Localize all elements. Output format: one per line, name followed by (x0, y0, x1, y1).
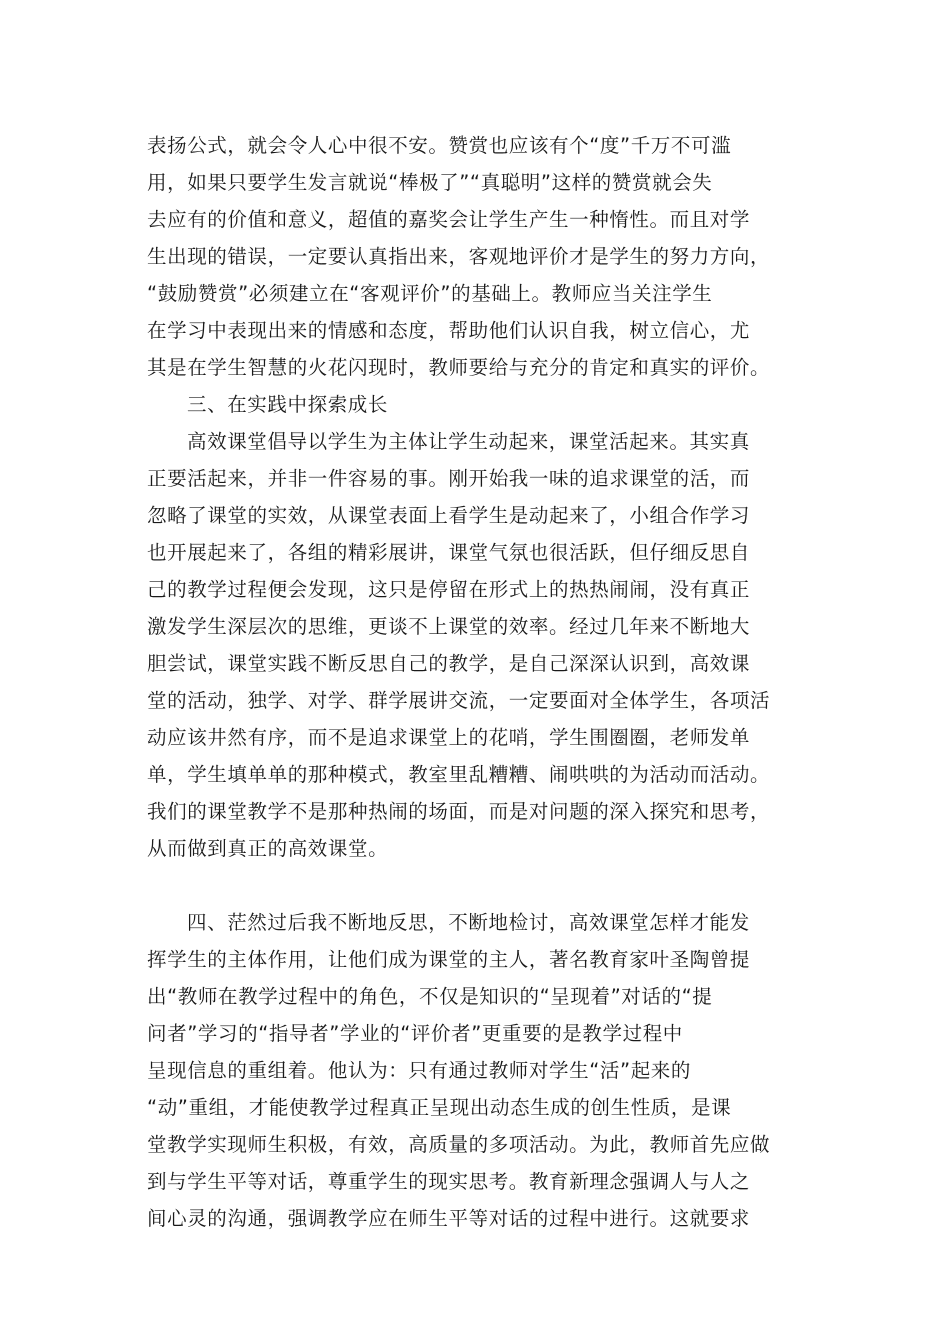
text-line: 到与学生平等对话，尊重学生的现实思考。教育新理念强调人与人之 (147, 1170, 751, 1193)
text-line: 堂教学实现师生积极，有效，高质量的多项活动。为此，教师首先应做 (147, 1133, 771, 1156)
text-line: “鼓励赞赏”必须建立在“客观评价”的基础上。教师应当关注学生 (147, 282, 713, 305)
text-line: 正要活起来，并非一件容易的事。刚开始我一味的追求课堂的活，而 (147, 467, 751, 490)
text-line: 忽略了课堂的实效，从课堂表面上看学生是动起来了，小组合作学习 (147, 504, 751, 527)
text-line: 去应有的价值和意义，超值的嘉奖会让学生产生一种惰性。而且对学 (147, 208, 751, 231)
text-line: 四、茫然过后我不断地反思，不断地检讨，高效课堂怎样才能发 (187, 911, 750, 934)
text-line: “动”重组，才能使教学过程真正呈现出动态生成的创生性质，是课 (147, 1096, 732, 1119)
text-line: 我们的课堂教学不是那种热闹的场面，而是对问题的深入探究和思考， (147, 800, 771, 823)
text-line: 高效课堂倡导以学生为主体让学生动起来，课堂活起来。其实真 (187, 430, 750, 453)
text-line: 动应该井然有序，而不是追求课堂上的花哨，学生围圈圈，老师发单 (147, 726, 751, 749)
text-line: 单，学生填单单的那种模式，教室里乱糟糟、闹哄哄的为活动而活动。 (147, 763, 771, 786)
text-line: 胆尝试，课堂实践不断反思自己的教学，是自己深深认识到，高效课 (147, 652, 751, 675)
text-line: 从而做到真正的高效课堂。 (147, 837, 389, 860)
text-line: 问者”学习的“指导者”学业的“评价者”更重要的是教学过程中 (147, 1022, 683, 1045)
text-line: 间心灵的沟通，强调教学应在师生平等对话的过程中进行。这就要求 (147, 1207, 751, 1230)
text-line: 生出现的错误，一定要认真指出来，客观地评价才是学生的努力方向， (147, 245, 771, 268)
text-line: 其是在学生智慧的火花闪现时，教师要给与充分的肯定和真实的评价。 (147, 356, 771, 379)
text-line: 挥学生的主体作用，让他们成为课堂的主人，著名教育家叶圣陶曾提 (147, 948, 751, 971)
text-line: 用，如果只要学生发言就说“棒极了”“真聪明”这样的赞赏就会失 (147, 171, 713, 194)
text-line: 己的教学过程便会发现，这只是停留在形式上的热热闹闹，没有真正 (147, 578, 751, 601)
text-line: 激发学生深层次的思维，更谈不上课堂的效率。经过几年来不断地大 (147, 615, 751, 638)
blank-line (147, 867, 827, 904)
document-body (147, 127, 827, 1237)
text-line: 三、在实践中探索成长 (187, 393, 389, 416)
text-line: 堂的活动，独学、对学、群学展讲交流，一定要面对全体学生，各项活 (147, 689, 771, 712)
text-line: 在学习中表现出来的情感和态度，帮助他们认识自我，树立信心，尤 (147, 319, 751, 342)
text-line: 出“教师在教学过程中的角色，不仅是知识的“呈现着”对话的“提 (147, 985, 713, 1008)
text-line: 表扬公式，就会令人心中很不安。赞赏也应该有个“度”千万不可滥 (147, 134, 732, 157)
text-line: 也开展起来了，各组的精彩展讲，课堂气氛也很活跃，但仔细反思自 (147, 541, 751, 564)
text-line: 呈现信息的重组着。他认为：只有通过教师对学生“活”起来的 (147, 1059, 692, 1082)
